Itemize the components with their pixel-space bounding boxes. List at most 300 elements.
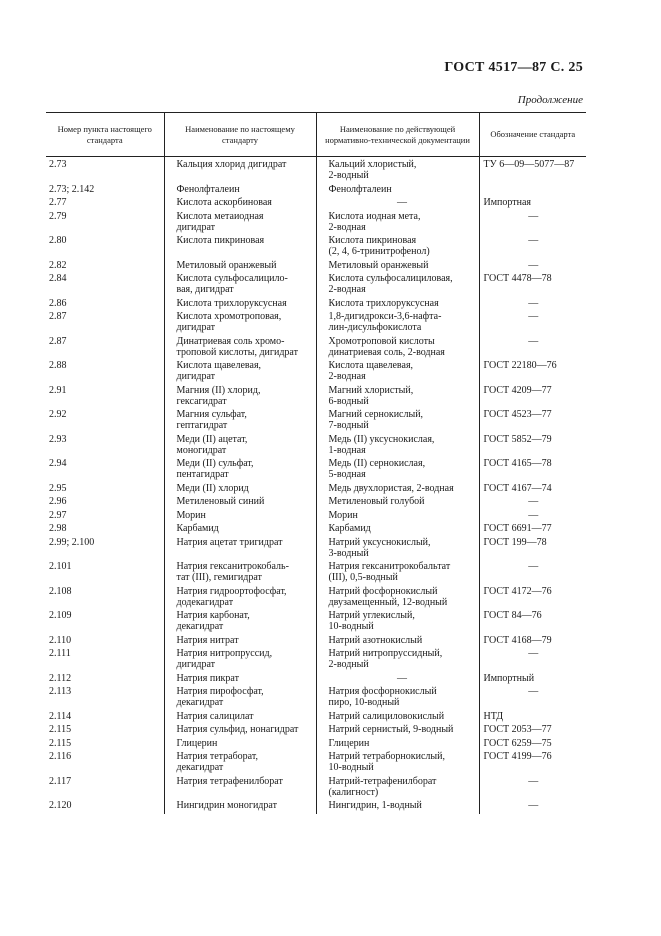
cell-name-line: пентагидрат	[176, 469, 229, 480]
cell-ntd-line: 10-водный	[328, 621, 374, 632]
cell-ntd-line: Морин	[328, 509, 358, 521]
cell-ntd-name	[316, 738, 479, 752]
cell-standard	[479, 385, 586, 410]
cell-ntd-line: 2-водная	[328, 284, 366, 295]
cell-standard-value: ГОСТ 4167—74	[483, 482, 552, 494]
cell-name-line: Меди (II) хлорид	[176, 482, 249, 494]
cell-standard-value: ГОСТ 199—78	[483, 536, 547, 548]
cell-name-line: Меди (II) ацетат,	[176, 433, 248, 445]
table-row	[46, 686, 586, 711]
table-row	[46, 635, 586, 649]
cell-standard-value: ГОСТ 6259—75	[483, 737, 552, 749]
cell-standard-value: ТУ 6—09—5077—87	[483, 159, 575, 170]
cell-name-line: гексагидрат	[176, 395, 227, 407]
cell-standard-value: ГОСТ 84—76	[483, 610, 542, 621]
page-header: ГОСТ 4517—87 С. 25	[444, 60, 583, 75]
cell-name	[164, 197, 316, 211]
cell-ntd-line: Кислота сульфосалициловая,	[328, 273, 453, 284]
cell-standard	[479, 360, 586, 385]
cell-number: 2.73	[49, 159, 67, 170]
cell-standard	[479, 298, 586, 312]
table-row	[46, 157, 586, 184]
cell-name	[164, 409, 316, 434]
cell-name-line: Кислота сульфосалицило-	[176, 273, 288, 284]
cell-name	[164, 211, 316, 236]
cell-name	[164, 648, 316, 673]
cell-ntd-line: лин-дисульфокислота	[328, 322, 422, 333]
cell-name	[164, 523, 316, 537]
cell-ntd-line: Натрий салициловокислый	[328, 710, 445, 722]
cell-ntd-name	[316, 800, 479, 814]
cell-name	[164, 686, 316, 711]
cell-ntd-line: Натрий тетраборнокислый,	[328, 751, 445, 762]
cell-ntd-line: пиро, 10-водный	[328, 697, 400, 708]
cell-name-line: Фенолфталеин	[176, 183, 240, 195]
cell-name	[164, 711, 316, 725]
table-row	[46, 610, 586, 635]
table-row	[46, 483, 586, 497]
table-body	[46, 157, 586, 814]
table-row	[46, 360, 586, 385]
cell-number: 2.116	[49, 751, 72, 762]
cell-standard-value: —	[528, 210, 539, 222]
cell-name	[164, 673, 316, 687]
cell-number: 2.92	[49, 409, 67, 420]
cell-name	[164, 561, 316, 586]
table-row	[46, 751, 586, 776]
cell-standard-value: ГОСТ 4209—77	[483, 384, 552, 396]
cell-ntd-line: Карбамид	[328, 523, 371, 534]
cell-name-line: дигидрат	[176, 322, 216, 333]
cell-name-line: декагидрат	[176, 621, 224, 632]
cell-name	[164, 458, 316, 483]
cell-standard	[479, 483, 586, 497]
cell-name	[164, 360, 316, 385]
cell-name-line: Кислота щавелевая,	[176, 360, 262, 371]
cell-standard	[479, 648, 586, 673]
cell-name-line: Метиловый оранжевый	[176, 259, 277, 271]
table-row	[46, 648, 586, 673]
table-row	[46, 776, 586, 801]
table-row	[46, 260, 586, 274]
cell-number: 2.109	[49, 610, 72, 621]
cell-name	[164, 385, 316, 410]
cell-ntd-name	[316, 311, 479, 336]
cell-ntd-name	[316, 751, 479, 776]
cell-ntd-line: Кальций хлористый,	[328, 159, 417, 170]
cell-name	[164, 336, 316, 361]
cell-name-line: Кальция хлорид дигидрат	[176, 159, 287, 170]
cell-ntd-line: —	[397, 197, 407, 208]
cell-ntd-line: Натрий азотнокислый	[328, 634, 423, 646]
cell-standard-value: —	[528, 561, 539, 572]
cell-name	[164, 311, 316, 336]
cell-name-line: додекагидрат	[176, 596, 234, 608]
cell-name	[164, 586, 316, 611]
cell-number: 2.93	[49, 433, 67, 445]
cell-ntd-line: Натрия фосфорнокислый	[328, 686, 437, 697]
cell-ntd-line: 5-водная	[328, 469, 366, 480]
cell-number: 2.108	[49, 585, 72, 597]
cell-name	[164, 510, 316, 524]
cell-name-line: Кислота аскорбиновая	[176, 197, 272, 208]
cell-ntd-name	[316, 496, 479, 510]
cell-ntd-line: Медь двухлористая, 2-водная	[328, 482, 454, 494]
cell-number: 2.96	[49, 496, 67, 507]
table-row	[46, 298, 586, 312]
cell-standard	[479, 635, 586, 649]
cell-number: 2.80	[49, 235, 67, 246]
cell-name-line: Натрия тетраборат,	[176, 751, 258, 762]
cell-ntd-line: 3-водный	[328, 547, 369, 559]
cell-ntd-line: Натрий сернистый, 9-водный	[328, 724, 454, 735]
cell-ntd-name	[316, 523, 479, 537]
cell-standard	[479, 157, 586, 184]
cell-ntd-name	[316, 409, 479, 434]
cell-ntd-line: динатриевая соль, 2-водная	[328, 346, 445, 358]
cell-name-line: Кислота трихлоруксусная	[176, 297, 287, 309]
cell-standard	[479, 458, 586, 483]
cell-name	[164, 157, 316, 184]
cell-standard-value: —	[528, 648, 539, 659]
cell-name-line: Натрия салицилат	[176, 710, 254, 722]
cell-ntd-line: 1-водная	[328, 444, 366, 456]
cell-ntd-line: Магний хлористый,	[328, 384, 414, 396]
table-row	[46, 724, 586, 738]
column-header-name: Наименование по настоящему стандарту	[164, 113, 316, 157]
table-row	[46, 211, 586, 236]
cell-ntd-name	[316, 336, 479, 361]
cell-ntd-name	[316, 260, 479, 274]
cell-name-line: Кислота пикриновая	[176, 235, 265, 246]
cell-standard-value: ГОСТ 5852—79	[483, 433, 552, 445]
continuation-label: Продолжение	[517, 94, 583, 106]
cell-ntd-name	[316, 686, 479, 711]
cell-number: 2.88	[49, 360, 67, 371]
column-header-number: Номер пункта настоящего стандарта	[46, 113, 164, 157]
cell-number: 2.86	[49, 297, 67, 309]
cell-name-line: дигидрат	[176, 221, 216, 233]
table-row	[46, 738, 586, 752]
table-row	[46, 586, 586, 611]
cell-standard	[479, 738, 586, 752]
cell-name-line: Натрия нитрат	[176, 634, 239, 646]
cell-standard-value: ГОСТ 22180—76	[483, 360, 557, 371]
cell-number: 2.73; 2.142	[49, 183, 95, 195]
cell-number: 2.117	[49, 775, 72, 787]
cell-name-line: дигидрат	[176, 371, 216, 382]
cell-name-line: Морин	[176, 509, 206, 521]
cell-name	[164, 496, 316, 510]
cell-ntd-line: 2-водная	[328, 371, 366, 382]
cell-ntd-name	[316, 157, 479, 184]
cell-name-line: Метиленовый синий	[176, 496, 265, 507]
cell-name-line: Меди (II) сульфат,	[176, 458, 254, 469]
cell-ntd-name	[316, 510, 479, 524]
cell-ntd-name	[316, 673, 479, 687]
cell-name-line: Натрия гексанитрокобаль-	[176, 561, 289, 572]
cell-ntd-line: Метиловый оранжевый	[328, 259, 429, 271]
table-header-row	[46, 113, 586, 157]
cell-number: 2.84	[49, 273, 67, 284]
cell-ntd-line: Натрий уксуснокислый,	[328, 536, 431, 548]
cell-ntd-name	[316, 537, 479, 562]
cell-standard-value: —	[528, 311, 539, 322]
cell-name	[164, 751, 316, 776]
column-header-ntd-name: Наименование по действующей нормативно-технической документации	[316, 113, 479, 157]
cell-standard	[479, 434, 586, 459]
cell-ntd-line: Натрий нитропруссидный,	[328, 648, 443, 659]
cell-ntd-line: (калигност)	[328, 786, 379, 798]
cell-standard	[479, 776, 586, 801]
table-row	[46, 336, 586, 361]
cell-ntd-name	[316, 711, 479, 725]
cell-ntd-name	[316, 434, 479, 459]
cell-number: 2.87	[49, 335, 67, 347]
cell-ntd-line: Кислота пикриновая	[328, 235, 417, 246]
cell-ntd-line: 6-водный	[328, 395, 369, 407]
cell-name-line: дигидрат	[176, 659, 216, 670]
cell-ntd-line: Медь (II) сернокислая,	[328, 458, 426, 469]
cell-standard-value: НТД	[483, 710, 504, 722]
column-header-standard: Обозначение стандарта	[479, 113, 586, 157]
cell-standard	[479, 800, 586, 814]
cell-standard	[479, 273, 586, 298]
cell-ntd-name	[316, 184, 479, 198]
cell-ntd-name	[316, 635, 479, 649]
table-row	[46, 409, 586, 434]
cell-ntd-name	[316, 724, 479, 738]
cell-standard-value: —	[528, 235, 539, 246]
cell-ntd-line: Фенолфталеин	[328, 183, 392, 195]
cell-standard	[479, 311, 586, 336]
cell-number: 2.94	[49, 458, 67, 469]
cell-standard	[479, 260, 586, 274]
cell-ntd-line: (III), 0,5-водный	[328, 572, 398, 583]
cell-number: 2.111	[49, 648, 71, 659]
cell-ntd-line: Натрий углекислый,	[328, 610, 415, 621]
table-row	[46, 523, 586, 537]
cell-ntd-name	[316, 610, 479, 635]
cell-ntd-name	[316, 197, 479, 211]
cell-name-line: Натрия сульфид, нонагидрат	[176, 724, 299, 735]
table-row	[46, 673, 586, 687]
standards-table	[46, 112, 586, 814]
cell-name-line: Натрия нитропруссид,	[176, 648, 273, 659]
cell-number: 2.91	[49, 384, 67, 396]
cell-ntd-line: Медь (II) уксуснокислая,	[328, 433, 435, 445]
cell-name	[164, 434, 316, 459]
cell-standard-value: —	[528, 335, 539, 347]
cell-name-line: Натрия пирофосфат,	[176, 686, 264, 697]
cell-standard	[479, 336, 586, 361]
cell-standard	[479, 537, 586, 562]
table-row	[46, 537, 586, 562]
cell-standard-value: ГОСТ 2053—77	[483, 724, 552, 735]
table-row	[46, 434, 586, 459]
cell-name	[164, 738, 316, 752]
cell-name	[164, 537, 316, 562]
cell-name	[164, 184, 316, 198]
cell-number: 2.115	[49, 724, 72, 735]
cell-ntd-line: —	[397, 672, 407, 684]
cell-standard-value: ГОСТ 4172—76	[483, 585, 552, 597]
cell-standard-value: ГОСТ 4199—76	[483, 751, 552, 762]
table-row	[46, 496, 586, 510]
cell-standard-value: ГОСТ 4478—78	[483, 273, 552, 284]
cell-ntd-line: Магний сернокислый,	[328, 409, 424, 420]
table-row	[46, 184, 586, 198]
cell-ntd-line: 10-водный	[328, 762, 374, 773]
cell-number: 2.112	[49, 672, 72, 684]
cell-ntd-name	[316, 298, 479, 312]
cell-standard-value: —	[528, 297, 539, 309]
cell-name-line: Натрия карбонат,	[176, 610, 250, 621]
cell-ntd-name	[316, 776, 479, 801]
cell-ntd-name	[316, 360, 479, 385]
table-row	[46, 311, 586, 336]
table-row	[46, 711, 586, 725]
cell-name-line: Глицерин	[176, 737, 218, 749]
cell-name-line: Динатриевая соль хромо-	[176, 335, 285, 347]
cell-ntd-name	[316, 273, 479, 298]
table-row	[46, 235, 586, 260]
cell-standard	[479, 197, 586, 211]
cell-standard	[479, 561, 586, 586]
cell-name-line: Натрия пикрат	[176, 672, 239, 684]
cell-ntd-line: 2-водный	[328, 170, 369, 181]
cell-name	[164, 724, 316, 738]
cell-standard-value: —	[528, 259, 539, 271]
cell-name	[164, 635, 316, 649]
cell-number: 2.114	[49, 710, 72, 722]
cell-name-line: Кислота хромотроповая,	[176, 311, 282, 322]
cell-name-line: тат (III), гемигидрат	[176, 572, 262, 583]
cell-standard-value: ГОСТ 4523—77	[483, 409, 552, 420]
cell-number: 2.101	[49, 561, 72, 572]
cell-number: 2.110	[49, 634, 72, 646]
cell-ntd-line: 1,8-дигидрокси-3,6-нафта-	[328, 311, 442, 322]
cell-ntd-line: Натрия гексанитрокобальтат	[328, 561, 451, 572]
cell-ntd-line: Метиленовый голубой	[328, 496, 425, 507]
cell-name-line: Магния сульфат,	[176, 409, 247, 420]
cell-number: 2.99; 2.100	[49, 536, 95, 548]
cell-number: 2.115	[49, 737, 72, 749]
cell-name-line: моногидрат	[176, 444, 227, 456]
cell-name-line: Натрия гидроортофосфат,	[176, 585, 287, 597]
table-row	[46, 385, 586, 410]
cell-name-line: декагидрат	[176, 697, 224, 708]
cell-ntd-name	[316, 648, 479, 673]
cell-ntd-line: Нингидрин, 1-водный	[328, 800, 422, 811]
cell-standard	[479, 711, 586, 725]
cell-name-line: троповой кислоты, дигидрат	[176, 346, 298, 358]
cell-standard	[479, 724, 586, 738]
cell-standard	[479, 673, 586, 687]
cell-standard-value: Импортная	[483, 197, 532, 208]
cell-ntd-line: Кислота щавелевая,	[328, 360, 414, 371]
table-row	[46, 561, 586, 586]
cell-ntd-name	[316, 458, 479, 483]
cell-number: 2.98	[49, 523, 67, 534]
cell-standard	[479, 235, 586, 260]
cell-ntd-name	[316, 385, 479, 410]
cell-standard-value: ГОСТ 6691—77	[483, 523, 552, 534]
cell-number: 2.77	[49, 197, 67, 208]
cell-ntd-name	[316, 235, 479, 260]
cell-ntd-line: Хромотроповой кислоты	[328, 335, 435, 347]
cell-ntd-line: двузамещенный, 12-водный	[328, 596, 448, 608]
cell-standard	[479, 751, 586, 776]
cell-ntd-line: 2-водный	[328, 659, 369, 670]
cell-number: 2.87	[49, 311, 67, 322]
cell-name-line: Натрия тетрафенилборат	[176, 775, 283, 787]
cell-standard-value: —	[528, 509, 539, 521]
cell-name	[164, 298, 316, 312]
cell-standard	[479, 586, 586, 611]
table-row	[46, 510, 586, 524]
cell-standard-value: —	[528, 800, 539, 811]
cell-name	[164, 610, 316, 635]
cell-number: 2.120	[49, 800, 72, 811]
cell-standard	[479, 409, 586, 434]
cell-standard-value: ГОСТ 4165—78	[483, 458, 552, 469]
cell-name	[164, 776, 316, 801]
table-row	[46, 800, 586, 814]
cell-name-line: Кислота метаиодная	[176, 210, 264, 222]
cell-ntd-name	[316, 483, 479, 497]
cell-ntd-line: 2-водная	[328, 221, 366, 233]
cell-standard-value: —	[528, 775, 539, 787]
cell-standard	[479, 510, 586, 524]
cell-name	[164, 483, 316, 497]
cell-ntd-line: (2, 4, 6-тринитрофенол)	[328, 246, 430, 257]
cell-standard	[479, 610, 586, 635]
cell-ntd-name	[316, 586, 479, 611]
cell-ntd-name	[316, 211, 479, 236]
cell-ntd-name	[316, 561, 479, 586]
cell-standard	[479, 686, 586, 711]
cell-name-line: Нингидрин моногидрат	[176, 800, 277, 811]
cell-standard-value: Импортный	[483, 672, 535, 684]
cell-number: 2.79	[49, 210, 67, 222]
cell-ntd-line: 7-водный	[328, 420, 369, 431]
cell-standard	[479, 496, 586, 510]
cell-standard	[479, 523, 586, 537]
cell-name-line: Карбамид	[176, 523, 219, 534]
cell-number: 2.82	[49, 259, 67, 271]
table-row	[46, 197, 586, 211]
cell-name	[164, 273, 316, 298]
cell-number: 2.97	[49, 509, 67, 521]
cell-name	[164, 235, 316, 260]
table-row	[46, 273, 586, 298]
cell-ntd-line: Кислота трихлоруксусная	[328, 297, 439, 309]
cell-name-line: вая, дигидрат	[176, 284, 234, 295]
cell-name	[164, 800, 316, 814]
cell-number: 2.95	[49, 482, 67, 494]
cell-ntd-line: Натрий-тетрафенилборат	[328, 775, 437, 787]
cell-standard-value: ГОСТ 4168—79	[483, 634, 552, 646]
cell-name-line: гептагидрат	[176, 420, 228, 431]
cell-standard	[479, 211, 586, 236]
cell-name-line: Натрия ацетат тригидрат	[176, 536, 283, 548]
table-row	[46, 458, 586, 483]
cell-name-line: декагидрат	[176, 762, 224, 773]
cell-number: 2.113	[49, 686, 72, 697]
cell-ntd-line: Глицерин	[328, 737, 370, 749]
cell-name-line: Магния (II) хлорид,	[176, 384, 261, 396]
